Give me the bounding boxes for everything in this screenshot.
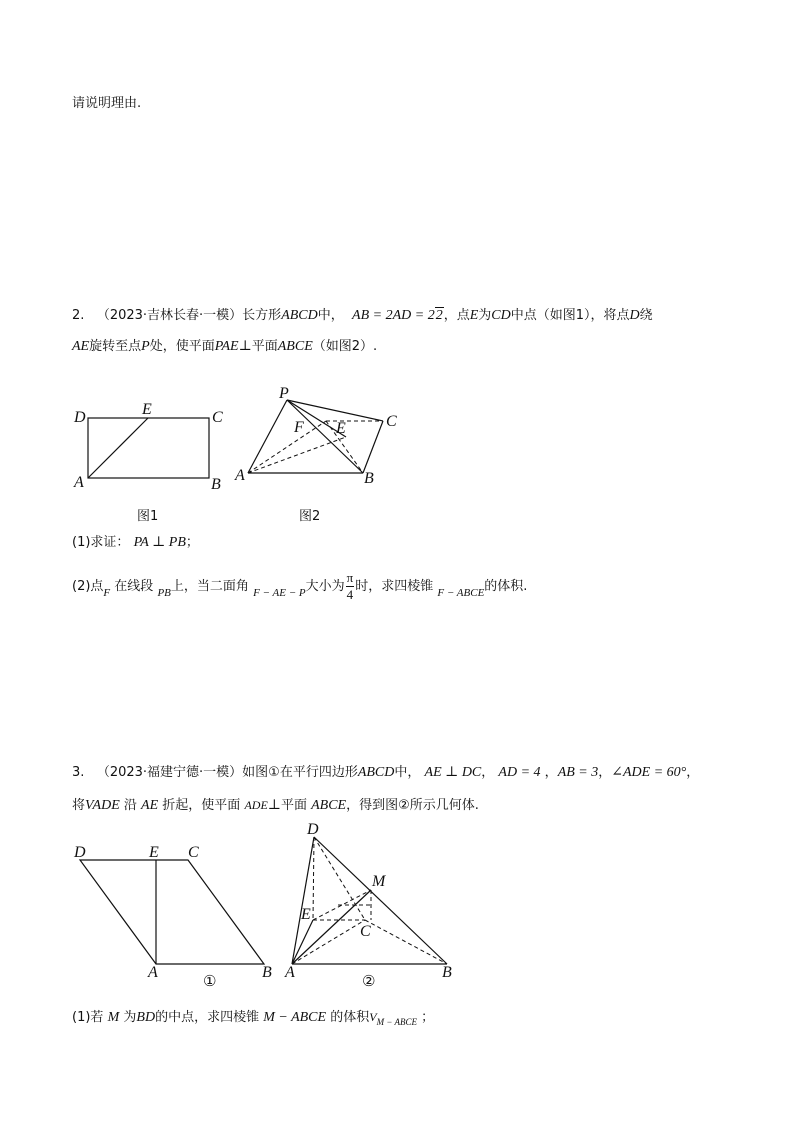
q2-part1: (1)求证： PA ⊥ PB；: [72, 535, 199, 550]
q2-fig2-label-p: P: [279, 385, 289, 402]
q2-fig1-label-c: C: [212, 409, 223, 426]
q3-part1: (1)若 M 为BD的中点，求四棱锥 M − ABCE 的体积$V_{M - ABCE}$ ；: [72, 1010, 435, 1027]
q3-fig2-label-a: A: [285, 964, 295, 981]
q3-fig1-label-b: B: [262, 964, 272, 981]
q2-fig2-caption: 图2: [299, 509, 321, 524]
q3-fig1-label-c: C: [188, 844, 199, 861]
q3-fig1-label-e: E: [149, 844, 159, 861]
q3-fig2-label-b: B: [442, 964, 452, 981]
q2-fig2-label-b: B: [364, 470, 374, 487]
q2-part2: (2)点$_F$ 在线段 $_{PB}$上，当二面角 $_{F - AE - P}$大小为 $\frac{\pi}{4}$ 时，求四棱锥 $_{F - ABCE}$的体积.: [72, 570, 528, 602]
q2-fig1-label-b: B: [211, 476, 221, 493]
q3-fig2-caption: ②: [362, 972, 376, 990]
q2-part2-fraction: $\frac{\pi}{4}$: [346, 570, 354, 602]
q2-fig1-label-d: D: [74, 409, 86, 426]
q2-fig2-label-f: F: [294, 419, 304, 436]
q3-line1: 3. （2023·福建宁德·一模）如图①在平行四边形ABCD中， AE ⊥ DC， AD = 4 ，AB = 3，∠ADE = 60°，: [72, 765, 700, 780]
q2-fig2-label-a: A: [235, 467, 245, 484]
q2-line1: 2. （2023·吉林长春·一模）长方形ABCD中， AB = 2AD = 22，点E为CD中点（如图1），将点D绕: [72, 308, 653, 323]
q2-fig2-label-e: E: [336, 420, 346, 437]
q2-fig1-caption: 图1: [137, 509, 159, 524]
q2-line2: AE旋转至点P处，使平面PAE⊥平面ABCE（如图2）.: [72, 339, 378, 354]
q3-fig1-caption: ①: [203, 972, 217, 990]
q3-fig2-label-c: C: [360, 923, 371, 940]
q2-source: （2023·吉林长春·一模）: [96, 308, 243, 323]
q2-fig1-label-e: E: [142, 401, 152, 418]
intro-text: 请说明理由.: [72, 96, 142, 111]
q3-fig2-label-e: E: [301, 906, 311, 923]
q3-source: （2023·福建宁德·一模）: [96, 765, 243, 780]
q2-fig2-label-c: C: [386, 413, 397, 430]
q3-fig2-label-d: D: [307, 821, 319, 838]
q3-line2: 将VADE 沿 AE 折起，使平面 ADE⊥平面 ABCE，得到图②所示几何体.: [72, 798, 479, 813]
q3-fig2-label-m: M: [372, 873, 386, 890]
q2-fig1-label-a: A: [74, 474, 84, 491]
q3-fig1-label-d: D: [74, 844, 86, 861]
q3-fig1-label-a: A: [148, 964, 158, 981]
